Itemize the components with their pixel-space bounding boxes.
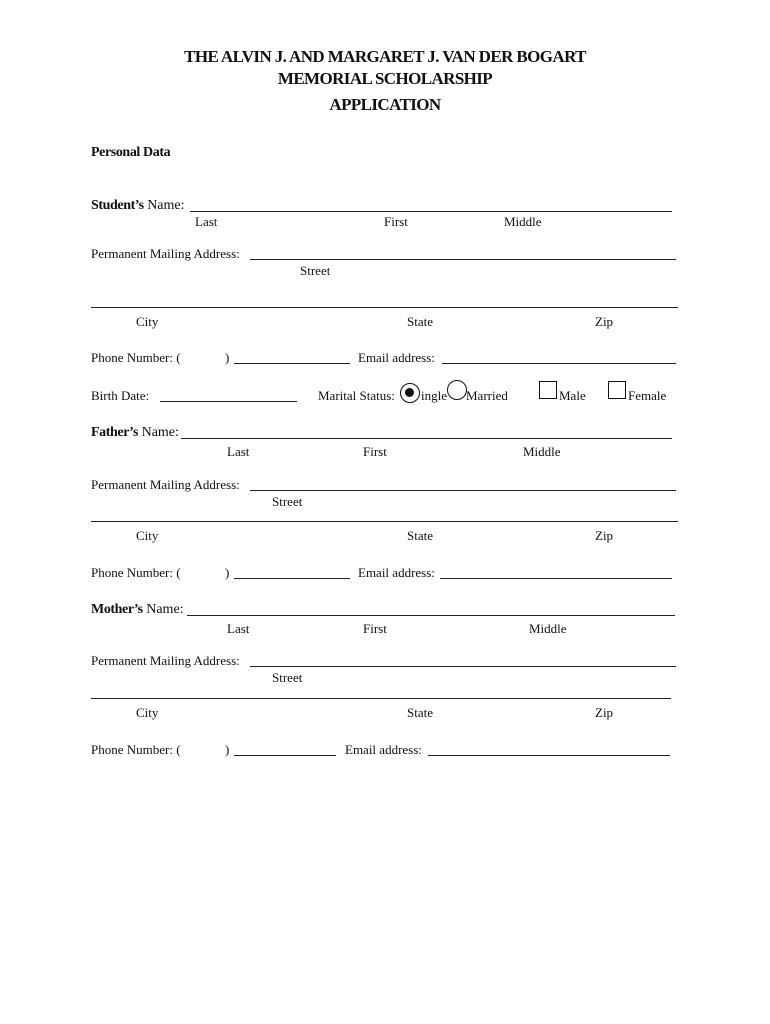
student-email-field[interactable] [442,363,676,364]
student-sub-city: City [136,314,159,329]
mother-name-label-rest: Name: [146,602,184,617]
section-title: Personal Data [91,145,171,160]
gender-female-label: Female [628,388,667,403]
student-phone-close: ) [225,350,230,365]
student-street-field[interactable] [250,259,676,260]
student-sub-street: Street [300,263,331,278]
father-email-field[interactable] [440,578,672,579]
student-birth-label: Birth Date: [91,388,150,403]
gender-female-checkbox[interactable] [608,381,626,399]
father-city-state-zip-field[interactable] [91,521,678,522]
mother-sub-last: Last [227,621,250,636]
father-name-label [91,425,179,441]
mother-sub-city: City [136,705,159,720]
mother-name-field[interactable] [187,615,675,616]
mother-city-state-zip-field[interactable] [91,698,671,699]
student-sub-zip: Zip [595,314,614,329]
radio-selected-dot [405,388,414,397]
mother-sub-middle: Middle [529,621,567,636]
student-city-state-zip-field[interactable] [91,307,678,308]
mother-sub-street: Street [272,670,303,685]
mother-address-label: Permanent Mailing Address: [91,653,240,668]
mother-phone-label: Phone Number: ( [91,742,181,757]
father-sub-state: State [407,528,433,543]
student-phone-label: Phone Number: ( [91,350,181,365]
mother-phone-close: ) [225,742,230,757]
father-sub-street: Street [272,494,303,509]
marital-married-label: Married [466,388,508,403]
title-line-1: THE ALVIN J. AND MARGARET J. VAN DER BOGART [184,47,586,66]
father-sub-middle: Middle [523,444,561,459]
student-name-label-rest: Name: [147,198,185,213]
student-phone-field[interactable] [234,363,350,364]
student-birth-field[interactable] [160,401,297,402]
gender-male-label: Male [559,388,586,403]
father-email-label: Email address: [358,565,435,580]
father-sub-last: Last [227,444,250,459]
mother-name-label-bold: Mother’s [91,602,143,617]
title-line-2: MEMORIAL SCHOLARSHIP [277,69,493,88]
student-name-field[interactable] [190,211,672,212]
mother-email-label: Email address: [345,742,422,757]
marital-single-label: ingle [421,388,447,403]
gender-male-checkbox[interactable] [539,381,557,399]
mother-sub-state: State [407,705,433,720]
mother-name-label [91,602,184,618]
student-name-label-bold: Student’s [91,198,144,213]
mother-phone-field[interactable] [234,755,336,756]
father-phone-field[interactable] [234,578,350,579]
student-email-label: Email address: [358,350,435,365]
student-address-label: Permanent Mailing Address: [91,246,240,261]
student-sub-state: State [407,314,433,329]
student-name-label [91,198,185,214]
father-address-label: Permanent Mailing Address: [91,477,240,492]
mother-sub-first: First [363,621,387,636]
mother-sub-zip: Zip [595,705,614,720]
marital-married-radio[interactable] [447,380,467,400]
father-name-label-rest: Name: [141,425,179,440]
student-sub-last: Last [195,214,218,229]
father-street-field[interactable] [250,490,676,491]
mother-street-field[interactable] [250,666,676,667]
student-sub-middle: Middle [504,214,542,229]
father-sub-first: First [363,444,387,459]
father-phone-close: ) [225,565,230,580]
father-sub-zip: Zip [595,528,614,543]
mother-email-field[interactable] [428,755,670,756]
father-sub-city: City [136,528,159,543]
father-phone-label: Phone Number: ( [91,565,181,580]
marital-single-radio[interactable] [400,383,420,403]
title-line-3: APPLICATION [329,95,441,114]
father-name-label-bold: Father’s [91,425,139,440]
student-sub-first: First [384,214,408,229]
father-name-field[interactable] [181,438,672,439]
student-marital-label: Marital Status: [318,388,395,403]
